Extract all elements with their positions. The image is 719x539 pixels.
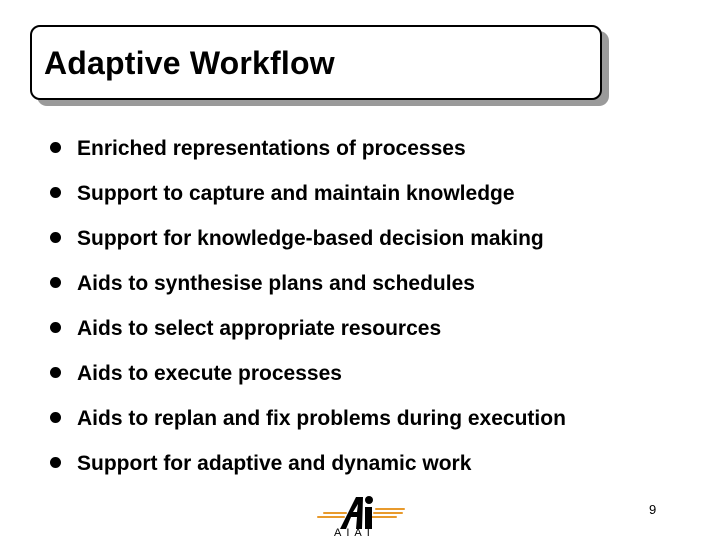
- bullet-dot-icon: [50, 277, 61, 288]
- bullet-dot-icon: [50, 412, 61, 423]
- logo-text: AIAI: [334, 527, 375, 539]
- slide-title: Adaptive Workflow: [44, 45, 335, 81]
- page-number: 9: [649, 502, 657, 517]
- bullet-text: Aids to synthesise plans and schedules: [77, 272, 475, 295]
- bullet-dot-icon: [50, 322, 61, 333]
- bullet-text: Aids to replan and fix problems during execution: [77, 407, 566, 430]
- bullet-dot-icon: [50, 457, 61, 468]
- bullet-text: Aids to select appropriate resources: [77, 317, 442, 340]
- bullet-text: Support for knowledge-based decision making: [77, 227, 544, 250]
- title-box: [30, 25, 602, 100]
- bullet-dot-icon: [50, 187, 61, 198]
- bullet-text: Support to capture and maintain knowledge: [77, 182, 515, 205]
- bullet-text: Enriched representations of processes: [77, 137, 466, 160]
- bullet-dot-icon: [50, 142, 61, 153]
- bullet-text: Support for adaptive and dynamic work: [77, 452, 472, 475]
- bullet-text: Aids to execute processes: [77, 362, 342, 385]
- bullet-dot-icon: [50, 367, 61, 378]
- bullet-dot-icon: [50, 232, 61, 243]
